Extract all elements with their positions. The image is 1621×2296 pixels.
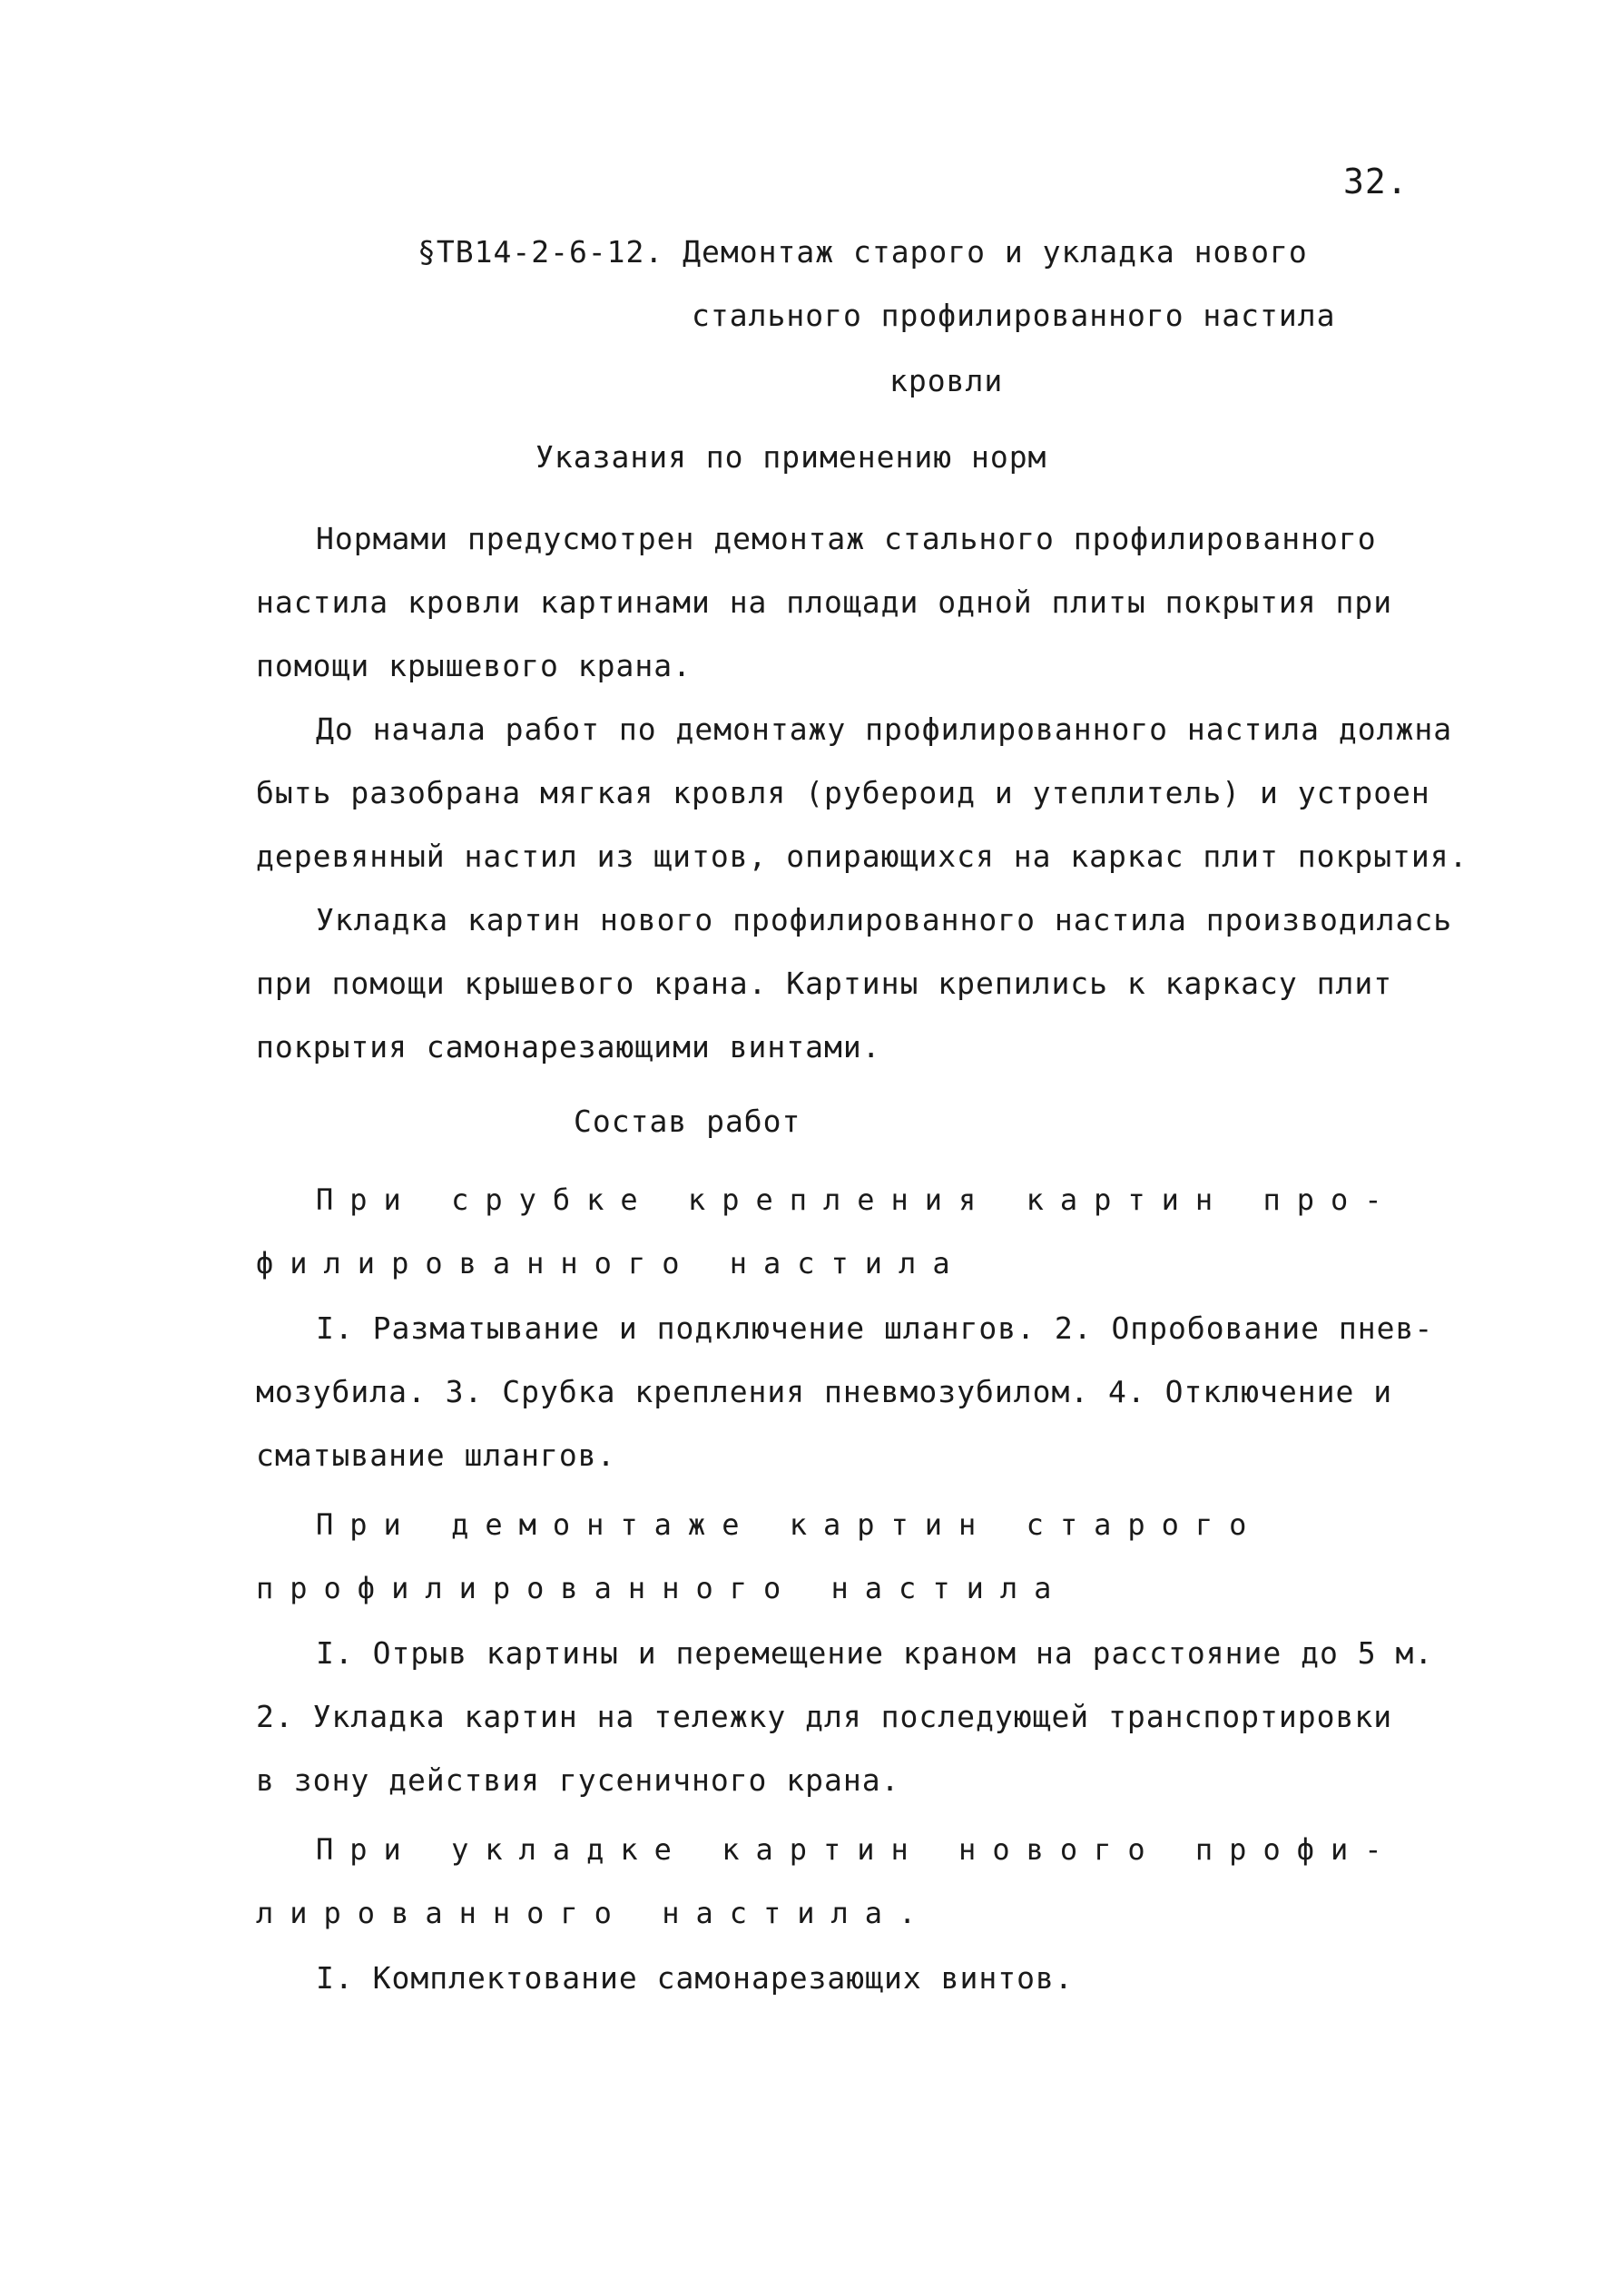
group-1-step-line-3: сматывание шлангов. — [256, 1437, 616, 1473]
group-1-step-line-1: I. Разматывание и подключение шлангов. 2. Опробование пнев- — [316, 1310, 1434, 1346]
group-1-step-line-2: мозубила. 3. Срубка крепления пневмозубилом. 4. Отключение и — [256, 1374, 1393, 1409]
group-2-title-line-2: профилированного настила — [256, 1571, 1068, 1605]
paragraph-1-line-2: настила кровли картинами на площади одной плиты покрытия при — [256, 584, 1393, 620]
group-1-title-line-1: При срубке крепления картин про- — [316, 1182, 1399, 1217]
section-title-line-3: кровли — [889, 363, 1004, 398]
paragraph-1-line-3: помощи крышевого крана. — [256, 648, 692, 683]
paragraph-3-line-3: покрытия самонарезающими винтами. — [256, 1029, 881, 1065]
group-3-title-line-1: При укладке картин нового профи- — [316, 1832, 1399, 1867]
works-heading: Состав работ — [574, 1104, 801, 1139]
instructions-heading: Указания по применению норм — [535, 439, 1047, 475]
group-2-step-line-2: 2. Укладка картин на тележку для последующей транспортировки — [256, 1699, 1393, 1734]
paragraph-2-line-3: деревянный настил из щитов, опирающихся на каркас плит покрытия. — [256, 839, 1469, 874]
group-2-title-line-1: При демонтаже картин старого — [316, 1507, 1263, 1542]
page-number: 32. — [1343, 162, 1409, 201]
section-title-line-1: §ТВ14-2-6-12. Демонтаж старого и укладка нового — [418, 234, 1308, 270]
group-3-title-line-2: лированного настила. — [256, 1896, 933, 1930]
group-2-step-line-1: I. Отрыв картины и перемещение краном на расстояние до 5 м. — [316, 1635, 1434, 1671]
paragraph-1-line-1: Нормами предусмотрен демонтаж стального профилированного — [316, 521, 1377, 556]
group-3-step-line-1: I. Комплектование самонарезающих винтов. — [316, 1960, 1074, 1996]
paragraph-3-line-2: при помощи крышевого крана. Картины крепились к каркасу плит — [256, 966, 1393, 1001]
paragraph-2-line-1: До начала работ по демонтажу профилированного настила должна — [316, 711, 1453, 747]
paragraph-2-line-2: быть разобрана мягкая кровля (рубероид и утеплитель) и устроен — [256, 775, 1430, 810]
section-title-line-2: стального профилированного настила — [692, 298, 1336, 333]
group-1-title-line-2: филированного настила — [256, 1246, 967, 1280]
group-2-step-line-3: в зону действия гусеничного крана. — [256, 1762, 900, 1798]
paragraph-3-line-1: Укладка картин нового профилированного настила производилась — [316, 902, 1453, 937]
